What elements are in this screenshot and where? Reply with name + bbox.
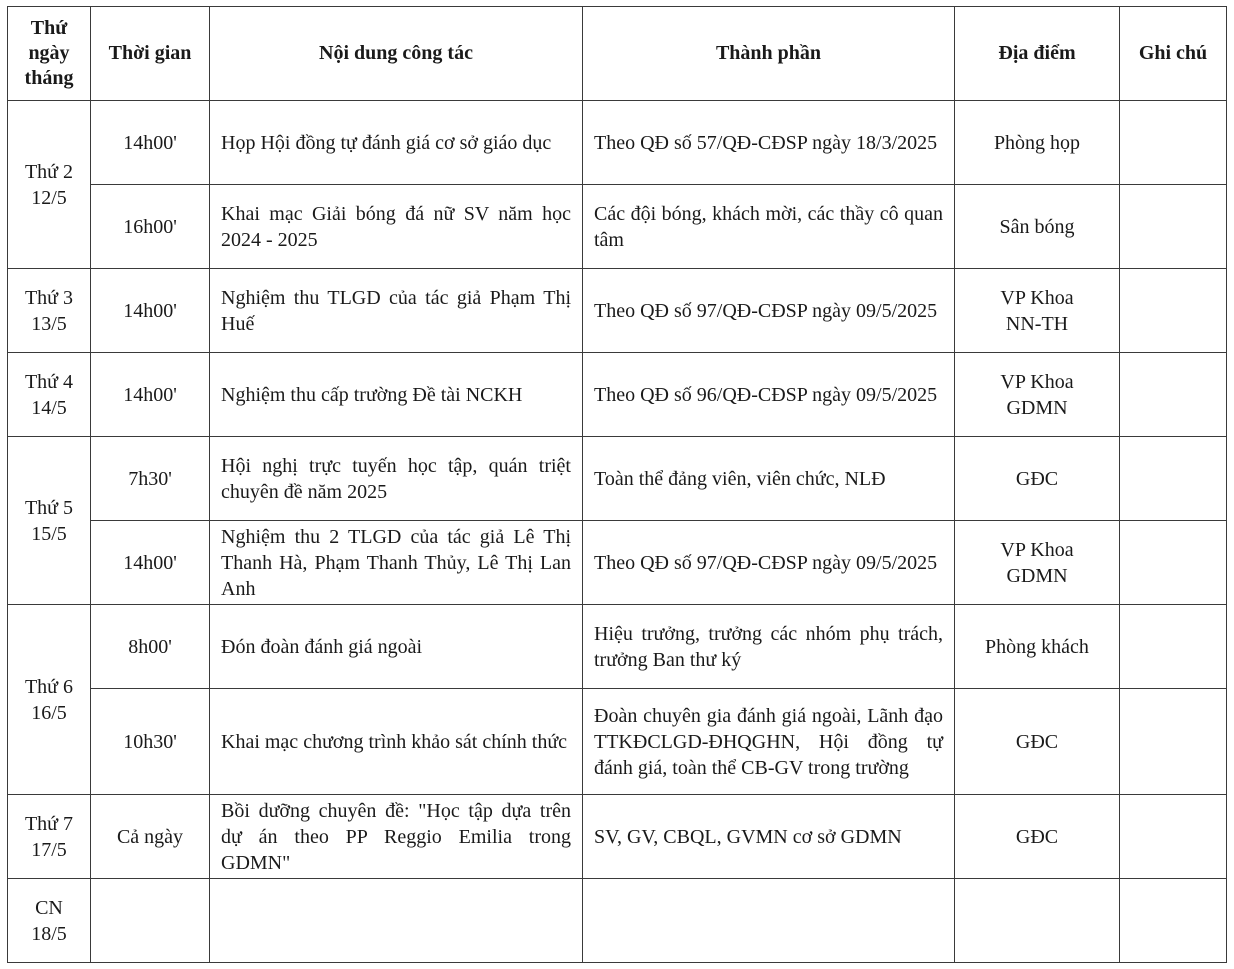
members-cell: Theo QĐ số 97/QĐ-CĐSP ngày 09/5/2025 bbox=[583, 269, 955, 353]
place-line: VP Khoa bbox=[1000, 370, 1074, 393]
table-row bbox=[8, 185, 1227, 269]
place-cell: Phòng khách bbox=[955, 605, 1120, 689]
time-cell: 14h00' bbox=[91, 101, 210, 185]
members-cell: Đoàn chuyên gia đánh giá ngoài, Lãnh đạo TTKĐCLGD-ĐHQGHN, Hội đồng tự đánh giá, toàn thể CB-GV trong trường bbox=[583, 689, 955, 795]
place-line: GDMN bbox=[1006, 564, 1068, 587]
place-cell bbox=[955, 521, 1120, 605]
day-cell: Thứ 7 17/5 bbox=[8, 795, 91, 879]
content-cell: Hội nghị trực tuyến học tập, quán triệt chuyên đề năm 2025 bbox=[210, 437, 583, 521]
place-cell bbox=[955, 879, 1120, 963]
members-cell: SV, GV, CBQL, GVMN cơ sở GDMN bbox=[583, 795, 955, 879]
day-cell: Thứ 4 14/5 bbox=[8, 353, 91, 437]
day-cell: Thứ 5 15/5 bbox=[8, 437, 91, 605]
members-cell: Toàn thể đảng viên, viên chức, NLĐ bbox=[583, 437, 955, 521]
table-row bbox=[8, 101, 1227, 185]
header-place: Địa điểm bbox=[955, 7, 1120, 101]
table-row bbox=[8, 437, 1227, 521]
place-cell bbox=[955, 269, 1120, 353]
table-row bbox=[8, 353, 1227, 437]
table-row bbox=[8, 269, 1227, 353]
time-cell: Cả ngày bbox=[91, 795, 210, 879]
content-cell: Nghiệm thu TLGD của tác giả Phạm Thị Huế bbox=[210, 269, 583, 353]
note-cell bbox=[1120, 605, 1227, 689]
content-cell: Nghiệm thu cấp trường Đề tài NCKH bbox=[210, 353, 583, 437]
members-cell: Hiệu trưởng, trưởng các nhóm phụ trách, trưởng Ban thư ký bbox=[583, 605, 955, 689]
place-cell: GĐC bbox=[955, 795, 1120, 879]
table-row bbox=[8, 605, 1227, 689]
time-cell bbox=[91, 879, 210, 963]
place-cell: Phòng họp bbox=[955, 101, 1120, 185]
header-row bbox=[8, 7, 1227, 101]
place-cell: GĐC bbox=[955, 437, 1120, 521]
note-cell bbox=[1120, 521, 1227, 605]
table-row bbox=[8, 879, 1227, 963]
place-cell: GĐC bbox=[955, 689, 1120, 795]
content-cell: Khai mạc Giải bóng đá nữ SV năm học 2024 - 2025 bbox=[210, 185, 583, 269]
place-line: GDMN bbox=[1006, 396, 1068, 419]
content-cell: Nghiệm thu 2 TLGD của tác giả Lê Thị Thanh Hà, Phạm Thanh Thủy, Lê Thị Lan Anh bbox=[210, 521, 583, 605]
day-cell: Thứ 6 16/5 bbox=[8, 605, 91, 795]
time-cell: 14h00' bbox=[91, 269, 210, 353]
table-row bbox=[8, 521, 1227, 605]
members-cell: Theo QĐ số 57/QĐ-CĐSP ngày 18/3/2025 bbox=[583, 101, 955, 185]
table-row bbox=[8, 689, 1227, 795]
content-cell: Khai mạc chương trình khảo sát chính thức bbox=[210, 689, 583, 795]
table-row bbox=[8, 795, 1227, 879]
content-cell bbox=[210, 879, 583, 963]
place-line: NN-TH bbox=[1005, 312, 1069, 335]
note-cell bbox=[1120, 879, 1227, 963]
schedule-sheet bbox=[7, 6, 1227, 963]
time-cell: 14h00' bbox=[91, 353, 210, 437]
time-cell: 16h00' bbox=[91, 185, 210, 269]
place-cell bbox=[955, 353, 1120, 437]
time-cell: 10h30' bbox=[91, 689, 210, 795]
note-cell bbox=[1120, 269, 1227, 353]
time-cell: 14h00' bbox=[91, 521, 210, 605]
members-cell: Theo QĐ số 97/QĐ-CĐSP ngày 09/5/2025 bbox=[583, 521, 955, 605]
note-cell bbox=[1120, 437, 1227, 521]
day-cell: CN 18/5 bbox=[8, 879, 91, 963]
header-time: Thời gian bbox=[91, 7, 210, 101]
day-cell: Thứ 2 12/5 bbox=[8, 101, 91, 269]
header-note: Ghi chú bbox=[1120, 7, 1227, 101]
members-cell: Các đội bóng, khách mời, các thầy cô quan tâm bbox=[583, 185, 955, 269]
header-day: Thứ ngày tháng bbox=[8, 7, 91, 101]
members-cell: Theo QĐ số 96/QĐ-CĐSP ngày 09/5/2025 bbox=[583, 353, 955, 437]
note-cell bbox=[1120, 689, 1227, 795]
content-cell: Bồi dưỡng chuyên đề: "Học tập dựa trên dự án theo PP Reggio Emilia trong GDMN" bbox=[210, 795, 583, 879]
place-line: VP Khoa bbox=[1000, 286, 1074, 309]
time-cell: 8h00' bbox=[91, 605, 210, 689]
schedule-table bbox=[7, 6, 1227, 963]
header-members: Thành phần bbox=[583, 7, 955, 101]
place-cell: Sân bóng bbox=[955, 185, 1120, 269]
time-cell: 7h30' bbox=[91, 437, 210, 521]
header-content: Nội dung công tác bbox=[210, 7, 583, 101]
note-cell bbox=[1120, 185, 1227, 269]
note-cell bbox=[1120, 353, 1227, 437]
note-cell bbox=[1120, 795, 1227, 879]
content-cell: Đón đoàn đánh giá ngoài bbox=[210, 605, 583, 689]
content-cell: Họp Hội đồng tự đánh giá cơ sở giáo dục bbox=[210, 101, 583, 185]
day-cell: Thứ 3 13/5 bbox=[8, 269, 91, 353]
note-cell bbox=[1120, 101, 1227, 185]
place-line: VP Khoa bbox=[1000, 538, 1074, 561]
members-cell bbox=[583, 879, 955, 963]
